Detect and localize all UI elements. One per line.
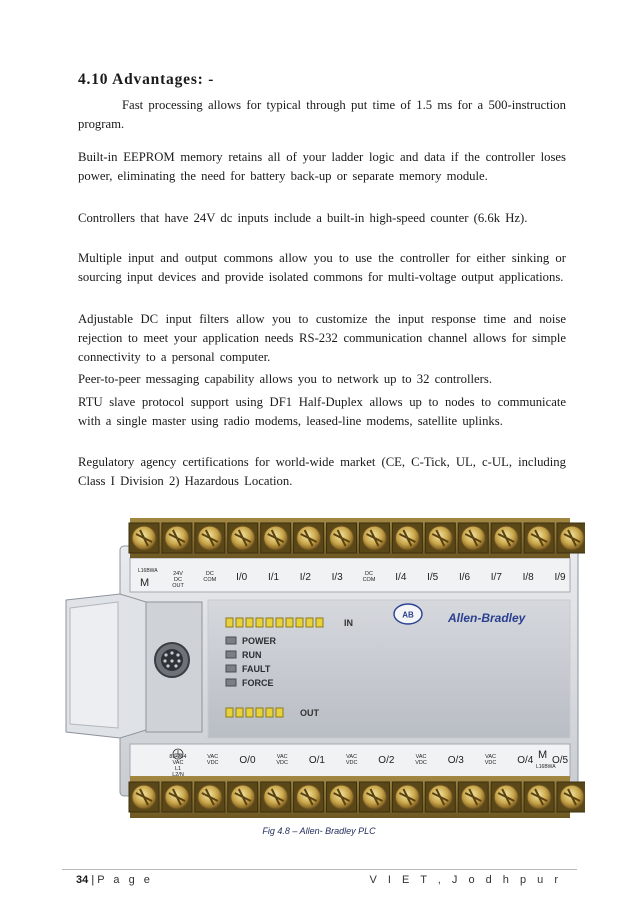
terminal-label-bottom: VAC VDC (276, 754, 288, 766)
terminal-label-top: I/9 (554, 572, 566, 583)
footer-page-number: 34 | P a g e (76, 874, 153, 886)
footer-rule (62, 869, 577, 870)
terminal-label-bottom: VAC VDC (345, 754, 358, 766)
input-led (266, 618, 273, 627)
plc-brand: Allen-Bradley (448, 611, 526, 625)
terminal-screw-bottom (129, 782, 159, 812)
plc-model-top: L16BWA (138, 568, 158, 574)
allen-bradley-logo (394, 604, 422, 624)
terminal-screw-bottom (228, 782, 258, 812)
terminal-screw-bottom (524, 782, 554, 812)
terminal-screw-bottom (327, 782, 357, 812)
terminal-screw-top (294, 523, 324, 553)
status-led (226, 665, 236, 672)
paragraph-commons: Multiple input and output commons allow you to use the controller for either sinking or sourcing input devices and provide isolated commons for multi-voltage output applications. (78, 251, 566, 284)
terminal-label-top: I/0 (236, 572, 248, 583)
plc-figure (60, 518, 585, 818)
page-number: 34 (76, 874, 89, 886)
status-led (226, 651, 236, 658)
output-led (256, 708, 263, 717)
terminal-screw-top (228, 523, 258, 553)
paragraph-filters: Adjustable DC input filters allow you to customize the input response time and noise rejection to meet your application needs RS-232 communication channel allows for simple connectivity to a personal computer. (78, 312, 566, 364)
terminal-screw-top (359, 523, 389, 553)
terminal-label-top: I/8 (522, 572, 534, 583)
terminal-screw-bottom (392, 782, 422, 812)
terminal-label-bottom: O/5 (551, 755, 569, 766)
plc-model-letter-bottom: M (538, 749, 548, 761)
paragraph-regulatory: Regulatory agency certifications for world-wide market (CE, C-Tick, UL, c-UL, including Class I Division 2) Hazardous Location. (78, 455, 566, 488)
input-led (316, 618, 323, 627)
terminal-screw-bottom (162, 782, 192, 812)
terminal-screw-top (392, 523, 422, 553)
output-led (226, 708, 233, 717)
terminal-label-bottom: O/4 (517, 755, 534, 766)
input-led (296, 618, 303, 627)
paragraph-peer: Peer-to-peer messaging capability allows you to network up to 32 controllers. (78, 372, 493, 386)
input-led (236, 618, 243, 627)
ab-logo-letters: AB (402, 610, 414, 620)
terminal-label-bottom: O/0 (239, 755, 256, 766)
status-led (226, 679, 236, 686)
terminal-screw-bottom (425, 782, 455, 812)
terminal-label-bottom: VAC VDC (484, 754, 497, 766)
paragraph-rtu: RTU slave protocol support using DF1 Half-Duplex allows up to nodes to communicate with a single master using radio modems, leased-line modems, satellite uplinks. (78, 395, 566, 428)
terminal-label-bottom: VAC VDC (415, 754, 427, 766)
plc-model-letter-top: M (140, 577, 150, 589)
terminal-label-top: I/2 (299, 572, 311, 583)
terminal-screw-top (327, 523, 357, 553)
terminal-screw-bottom (261, 782, 291, 812)
input-led (306, 618, 313, 627)
output-led (276, 708, 283, 717)
input-led (246, 618, 253, 627)
terminal-screw-bottom (359, 782, 389, 812)
terminal-label-top: I/7 (490, 572, 502, 583)
footer-institute: V I E T , J o d h p u r (369, 874, 562, 886)
terminal-label-top: I/6 (458, 572, 471, 583)
terminal-label-bottom: O/1 (308, 755, 325, 766)
status-led-label: FAULT (242, 664, 271, 674)
terminal-screw-top (557, 523, 585, 553)
section-heading: 4.10 Advantages: - (78, 71, 215, 88)
input-led (286, 618, 293, 627)
terminal-screw-top (425, 523, 455, 553)
terminal-screw-top (261, 523, 291, 553)
terminal-screw-bottom (195, 782, 225, 812)
terminal-label-top: 24V DC OUT (172, 571, 184, 589)
terminal-screw-bottom (294, 782, 324, 812)
terminal-screw-top (195, 523, 225, 553)
paragraph-eeprom: Built-in EEPROM memory retains all of your ladder logic and data if the controller loses power, eliminating the need for battery back-up or separate memory module. (78, 150, 566, 183)
terminal-label-top: I/1 (267, 572, 280, 583)
input-led (276, 618, 283, 627)
terminal-label-top: DC COM (362, 571, 376, 583)
plc-in-label: IN (344, 618, 353, 628)
terminal-screw-bottom (491, 782, 521, 812)
figure-caption: Fig 4.8 – Allen- Bradley PLC (262, 826, 376, 836)
terminal-label-bottom: O/3 (447, 755, 464, 766)
terminal-label-bottom: VAC VDC (206, 754, 219, 766)
plc-out-label: OUT (300, 708, 319, 718)
output-led (266, 708, 273, 717)
terminal-screw-bottom (557, 782, 585, 812)
terminal-screw-top (491, 523, 521, 553)
input-led (226, 618, 233, 627)
status-led (226, 637, 236, 644)
page-label: P a g e (97, 874, 153, 886)
terminal-screw-top (129, 523, 159, 553)
terminal-label-top: I/5 (427, 572, 439, 583)
terminal-label-top: I/3 (331, 572, 343, 583)
terminal-screw-top (458, 523, 488, 553)
terminal-label-bottom: 85-264 VAC L1 L2/N (169, 754, 187, 778)
paragraph-counter: Controllers that have 24V dc inputs include a built-in high-speed counter (6.6k Hz). (78, 211, 528, 225)
paragraph-processing: Fast processing allows for typical through put time of 1.5 ms for a 500-instruction program. (78, 98, 566, 131)
terminal-screw-bottom (458, 782, 488, 812)
status-led-label: FORCE (242, 678, 274, 688)
terminal-label-top: DC COM (203, 571, 217, 583)
plc-model-bottom: L16BWA (536, 764, 556, 770)
terminal-label-bottom: O/2 (378, 755, 395, 766)
output-led (246, 708, 253, 717)
terminal-label-top: I/4 (395, 572, 407, 583)
status-led-label: RUN (242, 650, 262, 660)
terminal-screw-top (524, 523, 554, 553)
input-led (256, 618, 263, 627)
terminal-screw-top (162, 523, 192, 553)
status-led-label: POWER (242, 636, 277, 646)
output-led (236, 708, 243, 717)
